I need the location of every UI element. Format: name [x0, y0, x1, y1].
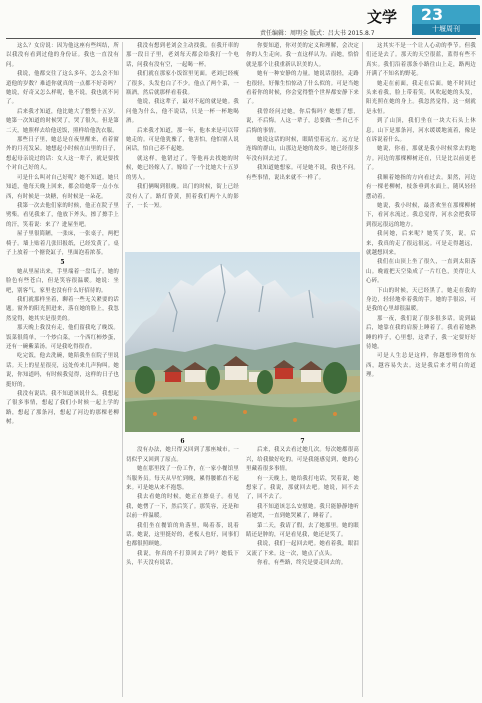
- paragraph: 屋子里很简陋，一张床，一张桌子，两把椅子。墙上贴着几张旧报纸，已经发黄了。桌子上放着一个搪瓷缸子，里面泡着浓茶。: [6, 231, 119, 256]
- column-divider: [362, 42, 363, 697]
- paragraph: 后来，我又去看过她几次。每次她都很高兴，给我做好吃的。可是我能感觉到，她的心里藏着很多事情。: [246, 447, 359, 473]
- paragraph: 我问她，后来呢？她笑了笑，说，后来，我真的走了很远很远。可是走得越远，就越想回来。: [366, 231, 476, 256]
- paragraph: 我没有想到老刘会主动找我。在我开車的那一段日子里，老刘每天都会给我打一个电话，问我有没有空，一起喝一杯。: [126, 43, 239, 68]
- text-column-2: [126, 42, 239, 269]
- section-number: 6: [180, 438, 185, 445]
- paragraph: 我去看她的时候，她正在擦桌子。看见我，她愣了一下，然后笑了。那笑容，还是和以前一样温暖。: [126, 494, 239, 520]
- page-badge: [412, 5, 480, 35]
- text-column-2-lower: [126, 437, 239, 699]
- paragraph: 这其实不是一个让人心动的季节。但我们还是去了。那天的天空很蓝，蓝得有些不真实。我们沿着那条小路往山上走，路两边开满了不知名的野花。: [366, 43, 476, 78]
- paragraph: 有一天晚上，她给我打电话，哭着说，她想家了。我说，那就回去吧。她说，回不去了，回不去了。: [246, 475, 359, 501]
- text-column-1: [6, 42, 119, 697]
- paragraph: 没有办法，她只得又回到了那座城市。一切似乎又回到了原点。: [126, 447, 239, 463]
- paragraph: 我知道她想家。可是她不说，我也不问。有些事情，说出来就不一样了。: [246, 165, 359, 181]
- paragraph: 可是人生总是这样，你越想珍惜的东西，越容易失去。这是我后来才明白的道理。: [366, 353, 476, 379]
- text-column-4: [366, 42, 476, 697]
- section-number: 5: [60, 259, 65, 267]
- paragraph: 我们在山顶上坐了很久，一直到太阳落山。晚霞把天空染成了一片红色，美得让人心碎。: [366, 259, 476, 285]
- paragraph: 后来我才知道，他比她大了整整十五岁。她第一次知道的时候哭了，哭了很久。但是第二天，她照样去给他送饭，照样给他洗衣服。: [6, 108, 119, 134]
- paragraph: 就这样，他错过了。等他再去找她的时候，她已经嫁人了。嫁给了一个比她大十五岁的男人。: [126, 155, 239, 181]
- paragraph: 我说，你真的不打算回去了吗？她低下头，半天没有说话。: [126, 550, 239, 567]
- paragraph: 她说，我小时候，最喜欢坐在那棵柳树下，看河水流过。我总觉得，河水会把我带到很远很远的地方。: [366, 202, 476, 228]
- paragraph: 他说，我这辈子，最对不起的就是她。我问他为什么，他不说话，只是一杯一杯地喝酒。: [126, 99, 239, 125]
- column-divider: [122, 42, 123, 697]
- paragraph: 我们就那样坐着，聊着一些无关紧要的话题。窗外的阳光照进来，落在她的脸上，我忽然觉得，她其实是很美的。: [6, 296, 119, 322]
- paragraph: 你要知道，你对美的定义和理解，会决定你的人生走向。我一直这样认为。而她，恰恰就是那个让我重新认识美的人。: [246, 43, 359, 68]
- paragraph: 我不知道该怎么安慰她。我只能静静地听着她哭，一直到她哭累了，睡着了。: [246, 503, 359, 520]
- paragraph: 这么？女房说：因为他这座有些纠结，所以我没有看到过他的身份证。我也一直没有问。: [6, 43, 119, 68]
- painting-image: [125, 252, 360, 432]
- paragraph: 她走在前面，我走在后面。她不时回过头来看我，脸上带着笑。风吹起她的头发，阳光照在她的身上。我忽然觉得，这一刻就是永恒。: [366, 80, 476, 115]
- paragraph: 我顺着她指的方向看过去。果然，河边有一棵老柳树，枝条垂到水面上，随风轻轻摆动着。: [366, 174, 476, 200]
- paragraph: 那些日子里，她总是在夜里醒来，看着窗外的月亮发呆。她想起小时候在山里的日子，想起母亲说过的话：女人这一辈子，就是要找个对自己好的人。: [6, 137, 119, 172]
- paragraph: 后来我才知道，那一年，他本来是可以带她走的。可是他犹豫了，他害怕，他怕别人说闲话，怕自己养不起她。: [126, 127, 239, 153]
- paragraph: 我们就在那家小饭馆里见面。老刘已经瘦了很多，头发也白了不少。他点了两个菜，一瓶酒，然后就那样看着我。: [126, 71, 239, 97]
- text-column-3: [246, 42, 359, 269]
- paragraph: 我们坐在餐馆的角落里，喝着茶，说着话。她说，这里挺好的，老板人也好，同事们也都很照顾她。: [126, 522, 239, 548]
- paragraph: 那天晚上我没有走，他们留我吃了晚饭。饭菜很简单，一个炒白菜，一个西红柿炒蛋，还有一碗紫菜汤。可是我吃得很香。: [6, 325, 119, 350]
- paragraph: 你看，有些路，终究是要走回去的。: [257, 560, 347, 567]
- header-rule: [6, 38, 476, 39]
- paragraph: 可是什么叫对自己好呢？她不知道。她只知道，他每天晚上回来，都会给她带一点小东西，有时候是一块糖，有时候是一朵花。: [6, 174, 119, 200]
- paragraph: 她说，你看，那就是我小时候常去的地方。河边的那棵柳树还在，只是比以前更老了。: [366, 146, 476, 172]
- page-number: 23: [420, 5, 444, 24]
- publication-name: 十堰周刊: [412, 24, 480, 35]
- paragraph: 她有一种安静的力量。她说话很轻，走路也很轻，好像生怕惊动了什么似的。可是当她看着你的时候，你会觉得整个世界都安静下来了。: [246, 71, 359, 106]
- paragraph: 我说，我们一起回去吧。她看着我，眼泪又流了下来。这一次，她点了点头。: [246, 541, 359, 557]
- landscape-painting: [125, 252, 360, 432]
- paragraph: 她说这话的时候，眼睛望着远方。远方是连绵的群山，山那边是她的故乡。她已经很多年没有回去过了。: [246, 137, 359, 162]
- text-column-3-lower: [246, 437, 359, 699]
- section-title: 文学: [367, 8, 398, 26]
- page-header: [0, 0, 482, 40]
- paragraph: 她从里屋出来，手里端着一盘瓜子。她的脸色有些苍白，但是笑容很温暖。她说：坐吧，别客气，家里也没有什么好招待的。: [6, 268, 119, 294]
- editor-meta: 责任编辑：周明全 版式：吕大书 2015.8.7: [260, 30, 375, 37]
- paragraph: 下山的时候，天已经黑了。她走在我的身边，轻轻地牵着我的手。她的手很凉，可是我的心里却很温暖。: [366, 287, 476, 313]
- paragraph: 吃完饭，他去洗碗，她陪我坐在院子里说话。天上的星星很亮，远处传来几声狗叫。她说，你知道吗，有时候我觉得，这样的日子也挺好的。: [6, 353, 119, 388]
- paragraph: 我曾经问过她，你后悔吗？她想了想，说，不后悔。人这一辈子，总要做一些自己不后悔的事情。: [246, 108, 359, 134]
- paragraph: 她在那里找了一份工作，在一家小餐馆里当服务员。每天从早忙到晚，累得腰都直不起来。可是她从来不抱怨。: [126, 466, 239, 492]
- paragraph: 我说，他都交往了这么多年，怎么会不知道他的岁数？难道你就真的一点都不好奇吗？她说，好奇又怎么样呢，他不说，我也就不问了。: [6, 71, 119, 106]
- paragraph: 我第一次去他们家的时候，他正在院子里劈柴。看见我来了，他放下斧头，擦了擦手上的汗，笑着说：来了？进屋坐吧。: [6, 202, 119, 228]
- paragraph: 到了山顶，我们坐在一块大石头上休息。山下是那条河，河水缓缓地流着，像是在诉说着什么。: [366, 118, 476, 144]
- paragraph: 那一夜，我们说了很多很多话。说到最后，她靠在我的肩膀上睡着了。我看着她熟睡的样子，心里想，这辈子，我一定要好好待她。: [366, 315, 476, 350]
- paragraph: 第二天，我请了假，去了她那里。她的眼睛还是肿的，可是看见我，她还是笑了。: [246, 522, 359, 539]
- paragraph: 我没有说话。我不知道该说什么。我想起了很多事情，想起了我们小时候一起上学的路，想起了那条河，想起了河边的那棵老柳树。: [6, 391, 119, 426]
- paragraph: 我们俩喝到很晚。出门的时候，街上已经没有人了。路灯昏黄，照着我们两个人的影子，一长一短。: [126, 184, 239, 209]
- section-number: 7: [300, 438, 305, 445]
